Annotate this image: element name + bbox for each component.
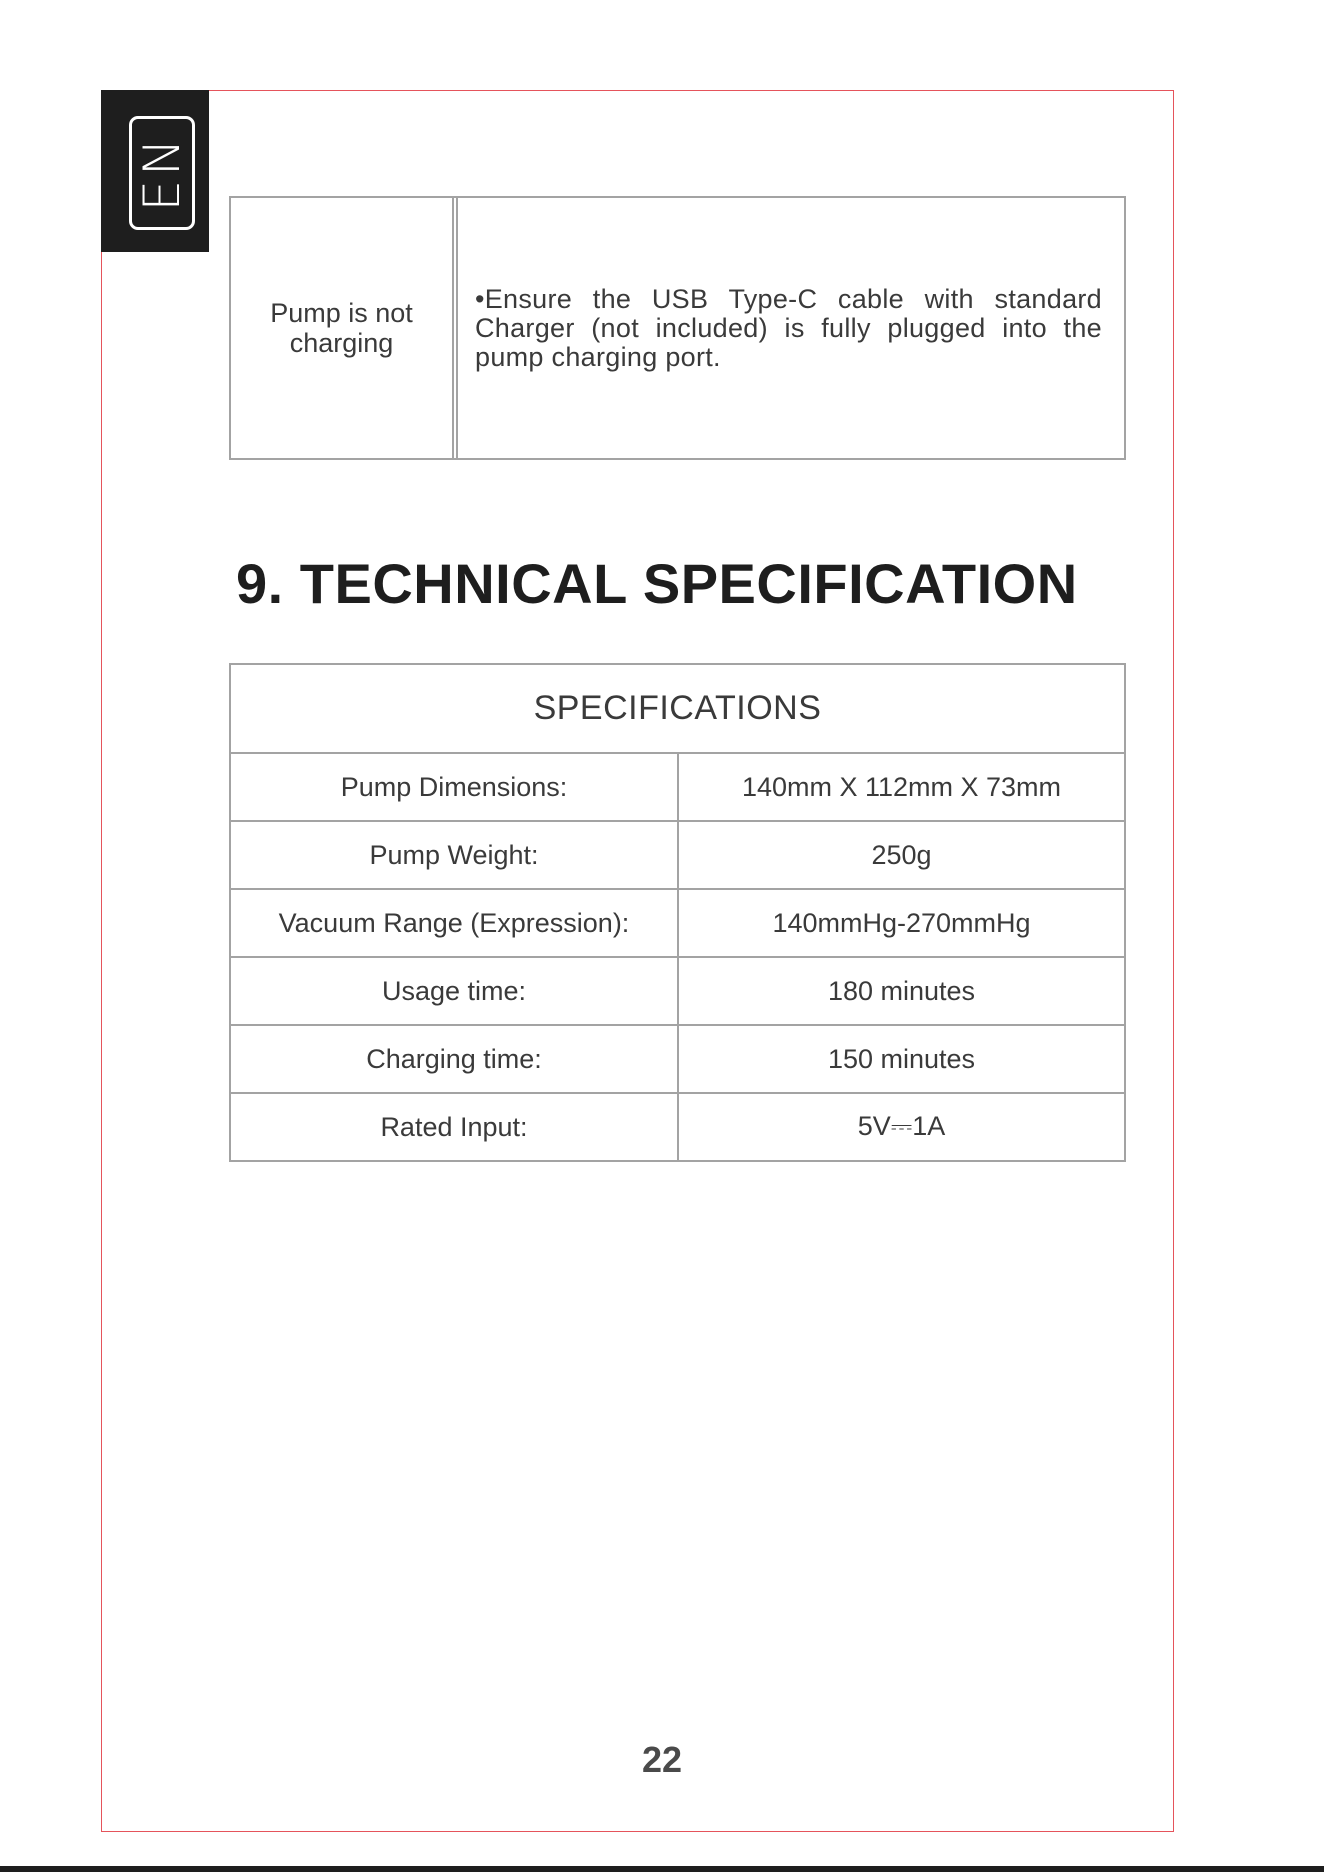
spec-label: Rated Input: [231, 1094, 679, 1160]
spec-label: Charging time: [231, 1026, 679, 1092]
table-row [231, 822, 1124, 890]
table-row [231, 1094, 1124, 1160]
spec-label: Usage time: [231, 958, 679, 1024]
spec-value: 5V⎓1A [857, 1111, 946, 1141]
page-number: 22 [641, 1739, 683, 1780]
language-label: EN [133, 134, 191, 212]
spec-value: 140mm X 112mm X 73mm [741, 771, 1062, 802]
table-row [231, 1026, 1124, 1094]
specifications-caption: SPECIFICATIONS [231, 665, 1124, 754]
table-row [231, 754, 1124, 822]
troubleshooting-table [229, 196, 1126, 460]
troubleshooting-problem-cell [231, 198, 454, 458]
spec-label: Pump Dimensions: [231, 754, 679, 820]
table-row [231, 958, 1124, 1026]
troubleshooting-problem: Pump is not charging [270, 298, 413, 358]
spec-value: 250g [871, 839, 932, 870]
table-row [231, 890, 1124, 958]
bottom-edge-bar [0, 1866, 1324, 1872]
language-badge [129, 116, 195, 230]
spec-value: 150 minutes [827, 1043, 976, 1074]
spec-label: Vacuum Range (Expression): [231, 890, 679, 956]
troubleshooting-solution: •Ensure the USB Type-C cable with standard Charger (not included) is fully plugged into the pump charging port. [475, 283, 1102, 372]
specifications-table [229, 663, 1126, 1162]
language-tab [101, 90, 209, 252]
spec-label: Pump Weight: [231, 822, 679, 888]
spec-value: 140mmHg-270mmHg [772, 907, 1031, 938]
spec-value: 180 minutes [827, 975, 976, 1006]
troubleshooting-solution-cell [456, 198, 1124, 458]
section-heading: 9. TECHNICAL SPECIFICATION [236, 552, 1078, 615]
